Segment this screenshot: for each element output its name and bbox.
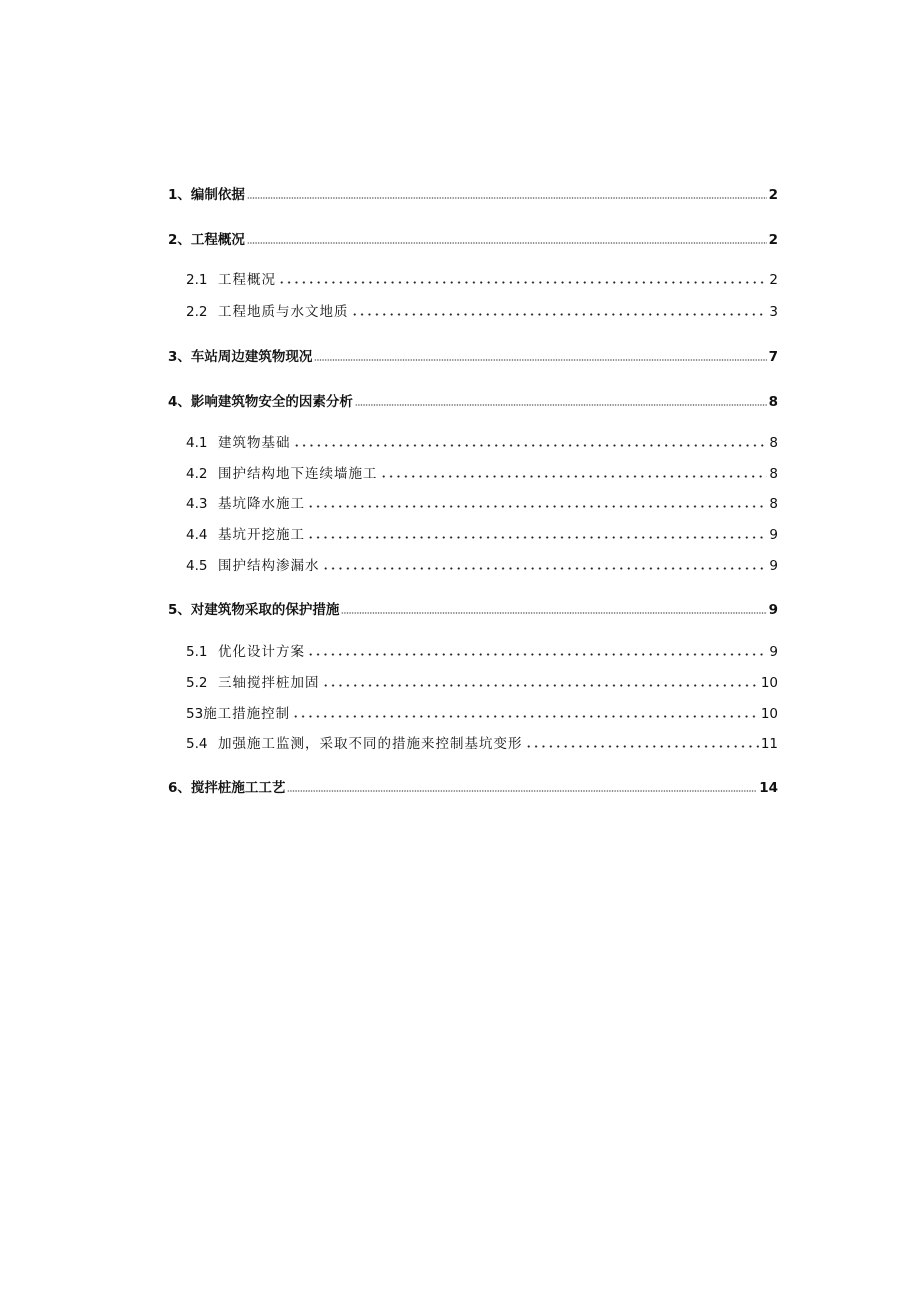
dot-leader (278, 281, 767, 284)
toc-entry-page: 2 (769, 272, 778, 288)
dot-leader (341, 612, 766, 614)
toc-entry-number: 5.4 (186, 736, 208, 752)
toc-entry-number: 2.1 (186, 272, 208, 288)
toc-entry-page: 7 (768, 349, 778, 365)
toc-entry-title: 车站周边建筑物现况 (190, 349, 313, 365)
toc-entry-number: 4.1 (186, 435, 208, 451)
dot-leader (307, 653, 767, 656)
dot-leader (380, 475, 768, 478)
toc-entry-page: 2 (768, 232, 778, 248)
toc-entry-title: 工程概况 (190, 232, 245, 248)
dot-leader (293, 444, 768, 447)
toc-entry-page: 8 (769, 435, 778, 451)
dot-leader (247, 242, 767, 244)
toc-entry-page: 2 (768, 187, 778, 203)
dot-leader (322, 567, 768, 570)
toc-entry-number: 2.2 (186, 304, 208, 320)
dot-leader (314, 359, 766, 361)
toc-entry-number: 4.5 (186, 558, 208, 574)
dot-leader (322, 684, 759, 687)
toc-entry-title: 基坑开挖施工 (218, 527, 305, 543)
toc-entry-page: 9 (768, 602, 778, 618)
dot-leader (307, 505, 767, 508)
toc-entry-title: 优化设计方案 (218, 644, 305, 660)
toc-entry-number: 5.1 (186, 644, 208, 660)
toc-entry-page: 9 (769, 558, 778, 574)
toc-entry-title: 加强施工监测，采取不同的措施来控制基坑变形 (218, 736, 523, 752)
toc-entry-title: 建筑物基础 (218, 435, 291, 451)
toc-entry-1[interactable] (168, 183, 778, 203)
toc-entry-number: 3、 (168, 349, 191, 365)
toc-entry-5-3[interactable] (186, 702, 778, 722)
toc-entry-title: 基坑降水施工 (218, 496, 305, 512)
toc-entry-number: 5、 (168, 602, 191, 618)
toc-entry-4-3[interactable] (186, 492, 778, 512)
toc-entry-title: 工程地质与水文地质 (218, 304, 349, 320)
toc-entry-number: 4.4 (186, 527, 208, 543)
toc-entry-number: 4.3 (186, 496, 208, 512)
toc-entry-page: 14 (759, 780, 778, 796)
toc-entry-number: 5.2 (186, 675, 208, 691)
toc-entry-page: 9 (769, 644, 778, 660)
toc-entry-number: 4、 (168, 394, 191, 410)
toc-entry-number: 1、 (168, 187, 191, 203)
toc-entry-number: 4.2 (186, 466, 208, 482)
toc-entry-6[interactable] (168, 776, 778, 796)
toc-entry-page: 10 (760, 706, 778, 722)
toc-entry-3[interactable] (168, 345, 778, 365)
toc-entry-2[interactable] (168, 228, 778, 248)
toc-entry-title: 施工措施控制 (203, 706, 291, 722)
toc-entry-title: 对建筑物采取的保护措施 (190, 602, 340, 618)
toc-entry-page: 11 (760, 736, 778, 752)
dot-leader (292, 715, 759, 718)
toc-entry-number: 2、 (168, 232, 191, 248)
toc-entry-4[interactable] (168, 390, 778, 410)
toc-entry-page: 10 (760, 675, 778, 691)
toc-entry-page: 8 (768, 394, 778, 410)
toc-entry-number: 53 (186, 706, 204, 722)
toc-entry-5-2[interactable] (186, 671, 778, 691)
toc-entry-5[interactable] (168, 598, 778, 618)
dot-leader (355, 404, 767, 406)
dot-leader (525, 745, 759, 748)
toc-entry-page: 8 (769, 496, 778, 512)
toc-entry-2-2[interactable] (186, 300, 778, 320)
toc-entry-title: 影响建筑物安全的因素分析 (190, 394, 353, 410)
dot-leader (247, 197, 767, 199)
toc-entry-title: 围护结构地下连续墙施工 (218, 466, 378, 482)
toc-entry-4-4[interactable] (186, 523, 778, 543)
toc-entry-title: 三轴搅拌桩加固 (218, 675, 320, 691)
toc-entry-page: 8 (769, 466, 778, 482)
toc-entry-title: 围护结构渗漏水 (218, 558, 320, 574)
toc-entry-4-1[interactable] (186, 431, 778, 451)
toc-entry-title: 工程概况 (218, 272, 276, 288)
dot-leader (351, 313, 768, 316)
toc-entry-5-1[interactable] (186, 640, 778, 660)
toc-entry-2-1[interactable] (186, 268, 778, 288)
toc-entry-title: 编制依据 (190, 187, 245, 203)
toc-entry-page: 9 (769, 527, 778, 543)
toc-entry-4-2[interactable] (186, 462, 778, 482)
dot-leader (307, 536, 767, 539)
dot-leader (287, 790, 757, 792)
toc-entry-4-5[interactable] (186, 554, 778, 574)
toc-entry-5-4[interactable] (186, 732, 778, 752)
toc-entry-page: 3 (769, 304, 778, 320)
toc-entry-title: 搅拌桩施工工艺 (190, 780, 286, 796)
toc-entry-number: 6、 (168, 780, 191, 796)
